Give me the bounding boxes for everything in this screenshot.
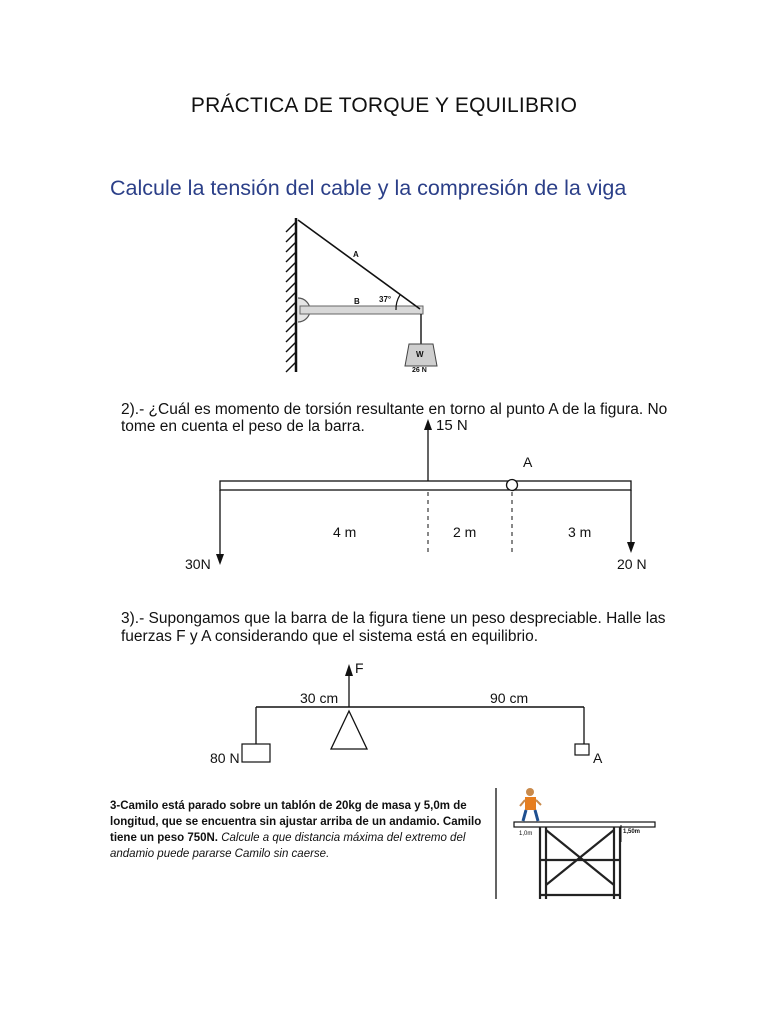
- label-20n: 20 N: [617, 556, 647, 572]
- label-angle: 37°: [379, 295, 392, 304]
- arrow-20n-head: [627, 542, 635, 553]
- problem2-text-line2: tome en cuenta el peso de la barra.: [121, 418, 365, 435]
- problem3-text-line1: 3).- Supongamos que la barra de la figura tiene un peso despreciable. Halle las: [121, 610, 666, 627]
- arrow-15n-head: [424, 419, 432, 430]
- label-30n: 30N: [185, 556, 211, 572]
- wall-hatching: [286, 222, 296, 372]
- label-30cm: 30 cm: [300, 690, 339, 706]
- label-3m: 3 m: [568, 524, 592, 540]
- scaffold: [540, 827, 620, 899]
- pivot-a: [507, 480, 518, 491]
- problem4-bold-text: 3-Camilo está parado sobre un tablón de 20kg de masa y 5,0m de longitud, que se encuentra sin ajustar arriba de un andamio. Camilo tiene un peso 750N.: [110, 800, 482, 844]
- problem1-heading: Calcule la tensión del cable y la compresión de la viga: [110, 176, 627, 200]
- page-title: PRÁCTICA DE TORQUE Y EQUILIBRIO: [190, 94, 578, 117]
- cable-a: [298, 220, 420, 309]
- fulcrum: [331, 711, 367, 749]
- label-15n: 15 N: [436, 417, 468, 434]
- problem3-diagram: [242, 664, 589, 762]
- problem4-italic-text: Calcule a que distancia máxima del extremo del andamio puede pararse Camilo sin caerse.: [110, 832, 466, 860]
- beam-b: [300, 306, 423, 314]
- person-figure: [520, 788, 541, 821]
- label-a-force: A: [593, 750, 603, 766]
- problem1-diagram: [286, 218, 437, 372]
- label-point-a: A: [523, 454, 533, 470]
- bar: [220, 481, 631, 490]
- label-dim-left: 1,0m: [519, 831, 533, 837]
- label-beam-b: B: [354, 297, 360, 306]
- problem4-text: [110, 798, 495, 862]
- plank: [514, 822, 655, 827]
- label-80n: 80 N: [210, 750, 240, 766]
- problem2-diagram: [216, 419, 635, 565]
- problem4-diagram: [496, 788, 655, 899]
- label-2m: 2 m: [453, 524, 477, 540]
- weight-box-left: [242, 744, 270, 762]
- label-cable-a: A: [353, 250, 359, 259]
- problem2-text-line1: 2).- ¿Cuál es momento de torsión resultante en torno al punto A de la figura. No: [121, 401, 668, 418]
- problem3-text-line2: fuerzas F y A considerando que el sistema está en equilibrio.: [121, 628, 539, 645]
- label-4m: 4 m: [333, 524, 357, 540]
- arrow-f-head: [345, 664, 353, 676]
- label-weight-value: 26 N: [412, 367, 427, 374]
- label-f: F: [355, 660, 364, 676]
- label-dim-right: 1,50m: [623, 829, 641, 835]
- label-90cm: 90 cm: [490, 690, 529, 706]
- label-weight-w: W: [416, 350, 424, 359]
- arrow-30n-head: [216, 554, 224, 565]
- weight-box-right: [575, 744, 589, 755]
